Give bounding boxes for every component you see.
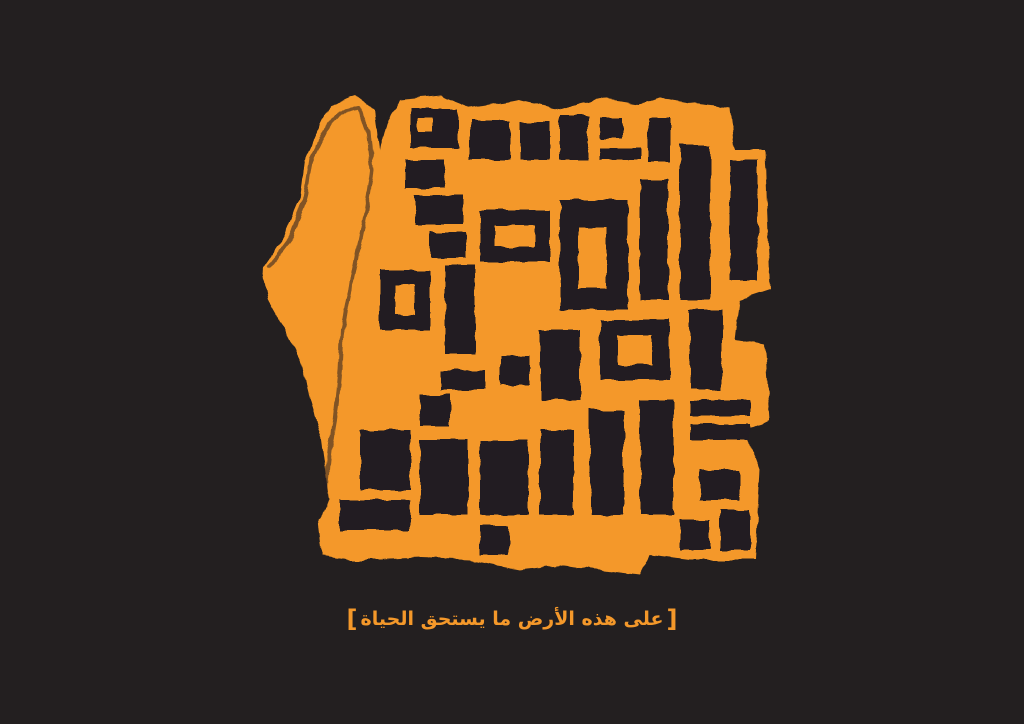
caption-close-bracket: ]	[346, 605, 358, 633]
caption-text: على هذه الأرض ما يستحق الحياة	[360, 608, 664, 630]
caption	[0, 604, 1024, 634]
caption-open-bracket: [	[666, 605, 678, 633]
